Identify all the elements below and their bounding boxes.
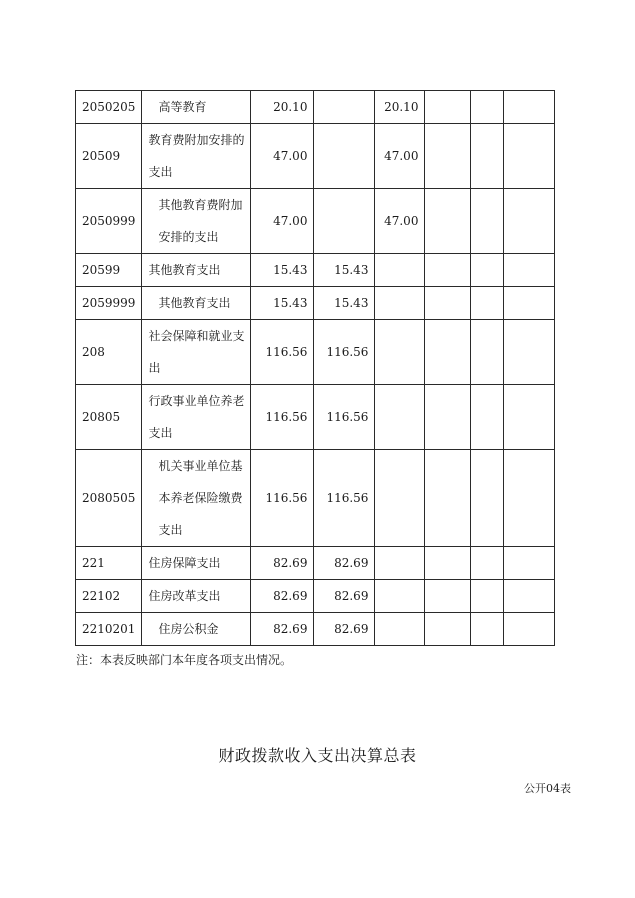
subject-name-cell: 机关事业单位基本养老保险缴费支出	[142, 450, 251, 547]
project-expenditure-cell	[375, 613, 425, 646]
empty-cell	[425, 580, 471, 613]
empty-cell	[425, 320, 471, 385]
project-expenditure-cell	[375, 385, 425, 450]
basic-expenditure-cell: 82.69	[314, 547, 375, 580]
basic-expenditure-cell	[314, 91, 375, 124]
empty-cell	[425, 254, 471, 287]
total-amount-cell: 15.43	[251, 287, 314, 320]
subject-name-cell: 住房公积金	[142, 613, 251, 646]
table-row	[76, 320, 555, 385]
project-expenditure-cell	[375, 320, 425, 385]
basic-expenditure-cell	[314, 189, 375, 254]
empty-cell	[471, 580, 504, 613]
empty-cell	[425, 287, 471, 320]
total-amount-cell: 116.56	[251, 385, 314, 450]
subject-code-cell: 2080505	[76, 450, 142, 547]
subject-name-cell: 其他教育费附加安排的支出	[142, 189, 251, 254]
subject-code-cell: 20509	[76, 124, 142, 189]
basic-expenditure-cell: 82.69	[314, 580, 375, 613]
basic-expenditure-cell: 116.56	[314, 450, 375, 547]
subject-name-cell: 住房保障支出	[142, 547, 251, 580]
total-amount-cell: 82.69	[251, 547, 314, 580]
empty-cell	[504, 91, 555, 124]
empty-cell	[425, 547, 471, 580]
empty-cell	[504, 580, 555, 613]
subject-code-cell: 2050205	[76, 91, 142, 124]
table-row	[76, 385, 555, 450]
project-expenditure-cell	[375, 580, 425, 613]
table-body	[76, 91, 555, 646]
subject-name-cell: 其他教育支出	[142, 287, 251, 320]
subject-name-cell: 社会保障和就业支出	[142, 320, 251, 385]
project-expenditure-cell	[375, 450, 425, 547]
total-amount-cell: 82.69	[251, 613, 314, 646]
subject-code-cell: 20805	[76, 385, 142, 450]
empty-cell	[471, 450, 504, 547]
empty-cell	[425, 385, 471, 450]
subject-code-cell: 20599	[76, 254, 142, 287]
total-amount-cell: 20.10	[251, 91, 314, 124]
empty-cell	[504, 287, 555, 320]
total-amount-cell: 47.00	[251, 124, 314, 189]
basic-expenditure-cell: 15.43	[314, 254, 375, 287]
subject-code-cell: 2050999	[76, 189, 142, 254]
empty-cell	[425, 613, 471, 646]
project-expenditure-cell	[375, 547, 425, 580]
expenditure-table	[75, 90, 555, 646]
table-row	[76, 254, 555, 287]
empty-cell	[471, 613, 504, 646]
table-row	[76, 189, 555, 254]
empty-cell	[471, 189, 504, 254]
basic-expenditure-cell: 82.69	[314, 613, 375, 646]
project-expenditure-cell	[375, 254, 425, 287]
table-note: 注：本表反映部门本年度各项支出情况。	[76, 653, 293, 667]
empty-cell	[425, 91, 471, 124]
subject-name-cell: 高等教育	[142, 91, 251, 124]
empty-cell	[471, 287, 504, 320]
table-row	[76, 91, 555, 124]
subject-name-cell: 行政事业单位养老支出	[142, 385, 251, 450]
empty-cell	[504, 385, 555, 450]
basic-expenditure-cell	[314, 124, 375, 189]
project-expenditure-cell: 20.10	[375, 91, 425, 124]
total-amount-cell: 116.56	[251, 450, 314, 547]
total-amount-cell: 47.00	[251, 189, 314, 254]
empty-cell	[504, 450, 555, 547]
total-amount-cell: 116.56	[251, 320, 314, 385]
table-row	[76, 613, 555, 646]
table-row	[76, 450, 555, 547]
subject-code-cell: 22102	[76, 580, 142, 613]
subject-code-cell: 208	[76, 320, 142, 385]
empty-cell	[425, 124, 471, 189]
subject-name-cell: 住房改革支出	[142, 580, 251, 613]
subject-code-cell: 221	[76, 547, 142, 580]
empty-cell	[471, 254, 504, 287]
total-amount-cell: 82.69	[251, 580, 314, 613]
empty-cell	[504, 189, 555, 254]
project-expenditure-cell: 47.00	[375, 189, 425, 254]
subject-code-cell: 2210201	[76, 613, 142, 646]
form-number-tag: 公开04表	[524, 782, 571, 795]
empty-cell	[425, 189, 471, 254]
next-table-title: 财政拨款收入支出决算总表	[218, 746, 417, 765]
empty-cell	[504, 320, 555, 385]
empty-cell	[471, 320, 504, 385]
empty-cell	[471, 547, 504, 580]
table-row	[76, 124, 555, 189]
subject-name-cell: 其他教育支出	[142, 254, 251, 287]
empty-cell	[471, 91, 504, 124]
empty-cell	[504, 254, 555, 287]
table-row	[76, 547, 555, 580]
table-row	[76, 287, 555, 320]
project-expenditure-cell: 47.00	[375, 124, 425, 189]
empty-cell	[504, 547, 555, 580]
total-amount-cell: 15.43	[251, 254, 314, 287]
empty-cell	[425, 450, 471, 547]
subject-name-cell: 教育费附加安排的支出	[142, 124, 251, 189]
empty-cell	[504, 124, 555, 189]
subject-code-cell: 2059999	[76, 287, 142, 320]
basic-expenditure-cell: 116.56	[314, 320, 375, 385]
basic-expenditure-cell: 116.56	[314, 385, 375, 450]
table-row	[76, 580, 555, 613]
empty-cell	[471, 124, 504, 189]
empty-cell	[504, 613, 555, 646]
basic-expenditure-cell: 15.43	[314, 287, 375, 320]
empty-cell	[471, 385, 504, 450]
project-expenditure-cell	[375, 287, 425, 320]
